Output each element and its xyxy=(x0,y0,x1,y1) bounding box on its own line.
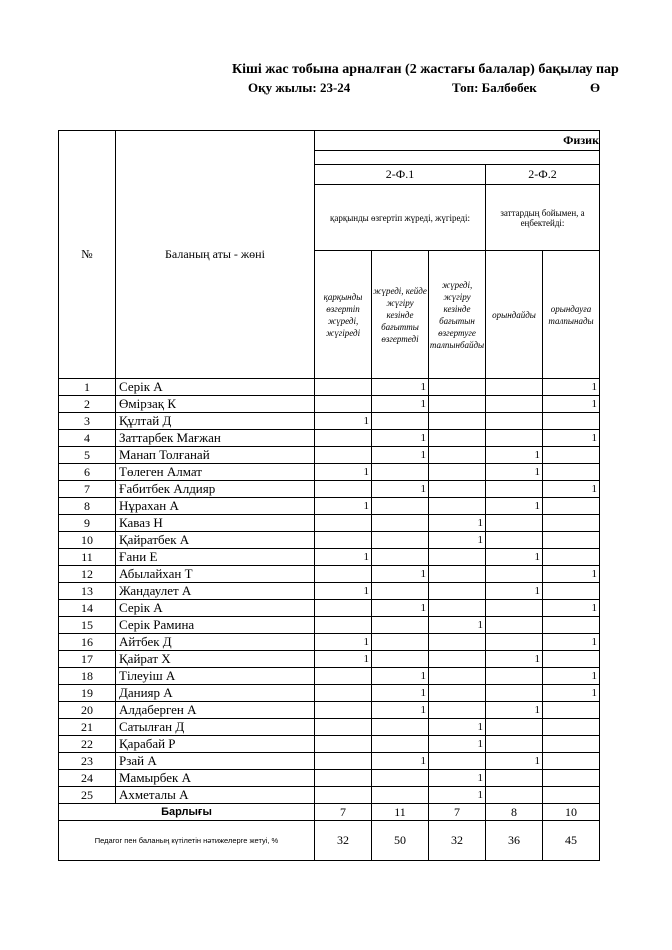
mark-cell xyxy=(429,379,486,396)
col-no-header: № xyxy=(59,131,116,379)
mark-cell xyxy=(543,532,600,549)
row-number: 3 xyxy=(59,413,116,430)
mark-cell: 1 xyxy=(429,532,486,549)
child-name: Серік А xyxy=(116,600,315,617)
mark-cell xyxy=(315,753,372,770)
mark-cell xyxy=(543,736,600,753)
child-name: Тілеуіш А xyxy=(116,668,315,685)
table-row xyxy=(59,787,600,804)
child-name: Ғабитбек Алдияр xyxy=(116,481,315,498)
table-row xyxy=(59,447,600,464)
mark-cell xyxy=(486,413,543,430)
mark-cell: 1 xyxy=(429,515,486,532)
row-number: 12 xyxy=(59,566,116,583)
table-row xyxy=(59,413,600,430)
mark-cell xyxy=(315,481,372,498)
mark-cell xyxy=(315,430,372,447)
child-name: Мамырбек А xyxy=(116,770,315,787)
mark-cell: 1 xyxy=(429,736,486,753)
mark-cell xyxy=(543,515,600,532)
child-name: Ғани Е xyxy=(116,549,315,566)
observation-table xyxy=(58,130,600,861)
table-row xyxy=(59,753,600,770)
section-header: Физик xyxy=(315,131,600,151)
table-row xyxy=(59,515,600,532)
mark-cell: 1 xyxy=(486,651,543,668)
child-name: Рзай А xyxy=(116,753,315,770)
total-value: 7 xyxy=(429,804,486,821)
row-number: 6 xyxy=(59,464,116,481)
total-label: Барлығы xyxy=(59,804,315,821)
child-name: Алдаберген А xyxy=(116,702,315,719)
mark-cell: 1 xyxy=(543,566,600,583)
row-number: 14 xyxy=(59,600,116,617)
child-name: Құлтай Д xyxy=(116,413,315,430)
mark-cell: 1 xyxy=(486,498,543,515)
mark-cell: 1 xyxy=(543,430,600,447)
mark-cell: 1 xyxy=(315,549,372,566)
mark-cell xyxy=(486,719,543,736)
mark-cell: 1 xyxy=(372,379,429,396)
mark-cell: 1 xyxy=(543,481,600,498)
total-value: 11 xyxy=(372,804,429,821)
mark-cell xyxy=(486,600,543,617)
mark-cell xyxy=(372,770,429,787)
table-row xyxy=(59,702,600,719)
mark-cell xyxy=(372,634,429,651)
mark-cell: 1 xyxy=(486,583,543,600)
table-row xyxy=(59,600,600,617)
mark-cell xyxy=(315,787,372,804)
mark-cell xyxy=(315,600,372,617)
group-name: Топ: Балбөбек xyxy=(452,80,537,95)
mark-cell xyxy=(372,651,429,668)
mark-cell xyxy=(486,566,543,583)
mark-cell xyxy=(543,719,600,736)
mark-cell xyxy=(372,583,429,600)
mark-cell xyxy=(372,787,429,804)
table-row xyxy=(59,430,600,447)
child-name: Нұрахан А xyxy=(116,498,315,515)
mark-cell: 1 xyxy=(315,464,372,481)
mark-cell xyxy=(543,702,600,719)
group-desc-1: қарқынды өзгертіп жүреді, жүгіреді: xyxy=(315,185,486,251)
table-row xyxy=(59,668,600,685)
mark-cell: 1 xyxy=(543,396,600,413)
table-row xyxy=(59,770,600,787)
mark-cell: 1 xyxy=(315,583,372,600)
row-number: 2 xyxy=(59,396,116,413)
mark-cell xyxy=(429,753,486,770)
mark-cell xyxy=(372,498,429,515)
mark-cell xyxy=(429,481,486,498)
table-row xyxy=(59,549,600,566)
total-value: 8 xyxy=(486,804,543,821)
row-number: 25 xyxy=(59,787,116,804)
mark-cell xyxy=(486,396,543,413)
mark-cell xyxy=(372,532,429,549)
sub-header-2: жүреді, кейде жүгіру кезінде бағытты өзгертеді xyxy=(372,251,429,379)
mark-cell: 1 xyxy=(486,702,543,719)
mark-cell xyxy=(429,413,486,430)
row-number: 24 xyxy=(59,770,116,787)
row-number: 4 xyxy=(59,430,116,447)
mark-cell xyxy=(315,515,372,532)
mark-cell: 1 xyxy=(543,379,600,396)
mark-cell xyxy=(315,685,372,702)
mark-cell xyxy=(429,702,486,719)
mark-cell xyxy=(543,617,600,634)
mark-cell xyxy=(543,447,600,464)
mark-cell xyxy=(429,634,486,651)
table-row xyxy=(59,719,600,736)
mark-cell: 1 xyxy=(315,498,372,515)
mark-cell xyxy=(429,685,486,702)
mark-cell xyxy=(543,770,600,787)
mark-cell xyxy=(486,379,543,396)
table-row xyxy=(59,685,600,702)
mark-cell: 1 xyxy=(372,447,429,464)
mark-cell xyxy=(486,634,543,651)
mark-cell xyxy=(429,668,486,685)
mark-cell: 1 xyxy=(543,668,600,685)
mark-cell: 1 xyxy=(486,549,543,566)
document-title: Кіші жас тобына арналған (2 жастағы балалар) бақылау пар xyxy=(232,62,619,77)
mark-cell xyxy=(315,668,372,685)
mark-cell: 1 xyxy=(429,787,486,804)
mark-cell xyxy=(486,515,543,532)
mark-cell xyxy=(315,396,372,413)
table-row xyxy=(59,736,600,753)
mark-cell: 1 xyxy=(372,753,429,770)
mark-cell xyxy=(543,549,600,566)
section-spacer xyxy=(315,151,600,165)
mark-cell xyxy=(315,566,372,583)
table-row xyxy=(59,532,600,549)
mark-cell xyxy=(372,464,429,481)
row-number: 8 xyxy=(59,498,116,515)
table-row xyxy=(59,464,600,481)
child-name: Ахметалы А xyxy=(116,787,315,804)
mark-cell: 1 xyxy=(429,617,486,634)
mark-cell xyxy=(372,719,429,736)
child-name: Жандаулет А xyxy=(116,583,315,600)
child-name: Қайратбек А xyxy=(116,532,315,549)
mark-cell xyxy=(429,430,486,447)
table-row xyxy=(59,396,600,413)
mark-cell xyxy=(315,770,372,787)
row-number: 18 xyxy=(59,668,116,685)
mark-cell: 1 xyxy=(372,430,429,447)
row-number: 11 xyxy=(59,549,116,566)
mark-cell: 1 xyxy=(372,668,429,685)
mark-cell xyxy=(543,583,600,600)
table-row xyxy=(59,617,600,634)
child-name: Айтбек Д xyxy=(116,634,315,651)
mark-cell: 1 xyxy=(372,481,429,498)
mark-cell xyxy=(543,498,600,515)
child-name: Манап Толғанай xyxy=(116,447,315,464)
sub-header-5: орындауға талпынады xyxy=(543,251,600,379)
mark-cell: 1 xyxy=(543,685,600,702)
mark-cell: 1 xyxy=(429,719,486,736)
percent-value: 32 xyxy=(315,821,372,861)
mark-cell xyxy=(429,498,486,515)
mark-cell xyxy=(315,719,372,736)
mark-cell xyxy=(372,617,429,634)
mark-cell xyxy=(486,532,543,549)
mark-cell xyxy=(315,617,372,634)
mark-cell xyxy=(486,685,543,702)
row-number: 20 xyxy=(59,702,116,719)
mark-cell: 1 xyxy=(429,770,486,787)
child-name: Төлеген Алмат xyxy=(116,464,315,481)
mark-cell xyxy=(486,787,543,804)
child-name: Серік А xyxy=(116,379,315,396)
row-number: 7 xyxy=(59,481,116,498)
row-number: 17 xyxy=(59,651,116,668)
mark-cell xyxy=(429,651,486,668)
school-year: Оқу жылы: 23-24 xyxy=(248,80,351,95)
table-row xyxy=(59,481,600,498)
group-desc-2: заттардың бойымен, а еңбектейді: xyxy=(486,185,600,251)
mark-cell xyxy=(315,447,372,464)
total-value: 10 xyxy=(543,804,600,821)
mark-cell xyxy=(486,770,543,787)
mark-cell xyxy=(543,787,600,804)
row-number: 22 xyxy=(59,736,116,753)
sub-header-1: қарқынды өзгертіп жүреді, жүгіреді xyxy=(315,251,372,379)
mark-cell xyxy=(372,736,429,753)
mark-cell: 1 xyxy=(486,753,543,770)
row-number: 10 xyxy=(59,532,116,549)
mark-cell xyxy=(315,736,372,753)
row-number: 19 xyxy=(59,685,116,702)
mark-cell: 1 xyxy=(543,634,600,651)
mark-cell xyxy=(372,549,429,566)
mark-cell: 1 xyxy=(372,566,429,583)
mark-cell xyxy=(486,430,543,447)
row-number: 13 xyxy=(59,583,116,600)
child-name: Заттарбек Мағжан xyxy=(116,430,315,447)
mark-cell xyxy=(315,532,372,549)
mark-cell: 1 xyxy=(486,447,543,464)
table-row xyxy=(59,651,600,668)
mark-cell xyxy=(543,464,600,481)
header-extra: Ө xyxy=(590,80,601,95)
table-row xyxy=(59,583,600,600)
mark-cell xyxy=(372,515,429,532)
percent-value: 36 xyxy=(486,821,543,861)
row-number: 5 xyxy=(59,447,116,464)
mark-cell xyxy=(543,413,600,430)
col-name-header: Баланың аты - жөні xyxy=(116,131,315,379)
mark-cell xyxy=(315,379,372,396)
table-row xyxy=(59,566,600,583)
group-header-1: 2-Ф.1 xyxy=(315,165,486,185)
mark-cell: 1 xyxy=(372,600,429,617)
mark-cell xyxy=(543,753,600,770)
mark-cell xyxy=(486,668,543,685)
child-name: Данияр А xyxy=(116,685,315,702)
sub-header-3: жүреді, жүгіру кезінде бағытын өзгертуге талпынбайды xyxy=(429,251,486,379)
mark-cell: 1 xyxy=(315,651,372,668)
row-number: 16 xyxy=(59,634,116,651)
mark-cell xyxy=(315,702,372,719)
child-name: Абылайхан Т xyxy=(116,566,315,583)
child-name: Серік Рамина xyxy=(116,617,315,634)
row-number: 15 xyxy=(59,617,116,634)
percent-value: 45 xyxy=(543,821,600,861)
mark-cell xyxy=(429,464,486,481)
mark-cell xyxy=(429,566,486,583)
mark-cell: 1 xyxy=(372,702,429,719)
table-row xyxy=(59,498,600,515)
mark-cell: 1 xyxy=(315,634,372,651)
mark-cell xyxy=(486,617,543,634)
row-number: 1 xyxy=(59,379,116,396)
child-name: Қайрат Х xyxy=(116,651,315,668)
mark-cell xyxy=(429,549,486,566)
mark-cell: 1 xyxy=(372,685,429,702)
total-value: 7 xyxy=(315,804,372,821)
mark-cell xyxy=(486,736,543,753)
child-name: Өмірзақ К xyxy=(116,396,315,413)
mark-cell xyxy=(543,651,600,668)
child-name: Сатылған Д xyxy=(116,719,315,736)
table-row xyxy=(59,634,600,651)
mark-cell xyxy=(429,447,486,464)
mark-cell xyxy=(429,396,486,413)
mark-cell: 1 xyxy=(372,396,429,413)
mark-cell: 1 xyxy=(543,600,600,617)
row-number: 23 xyxy=(59,753,116,770)
mark-cell: 1 xyxy=(486,464,543,481)
row-number: 9 xyxy=(59,515,116,532)
mark-cell xyxy=(429,583,486,600)
child-name: Қарабай Р xyxy=(116,736,315,753)
percent-label: Педагог пен баланың күтілетін нәтижелерге жетуі, % xyxy=(59,821,315,861)
percent-value: 32 xyxy=(429,821,486,861)
sub-header-4: орындайды xyxy=(486,251,543,379)
child-name: Каваз Н xyxy=(116,515,315,532)
mark-cell xyxy=(372,413,429,430)
mark-cell xyxy=(486,481,543,498)
mark-cell xyxy=(429,600,486,617)
group-header-2: 2-Ф.2 xyxy=(486,165,600,185)
percent-value: 50 xyxy=(372,821,429,861)
table-row xyxy=(59,379,600,396)
row-number: 21 xyxy=(59,719,116,736)
mark-cell: 1 xyxy=(315,413,372,430)
